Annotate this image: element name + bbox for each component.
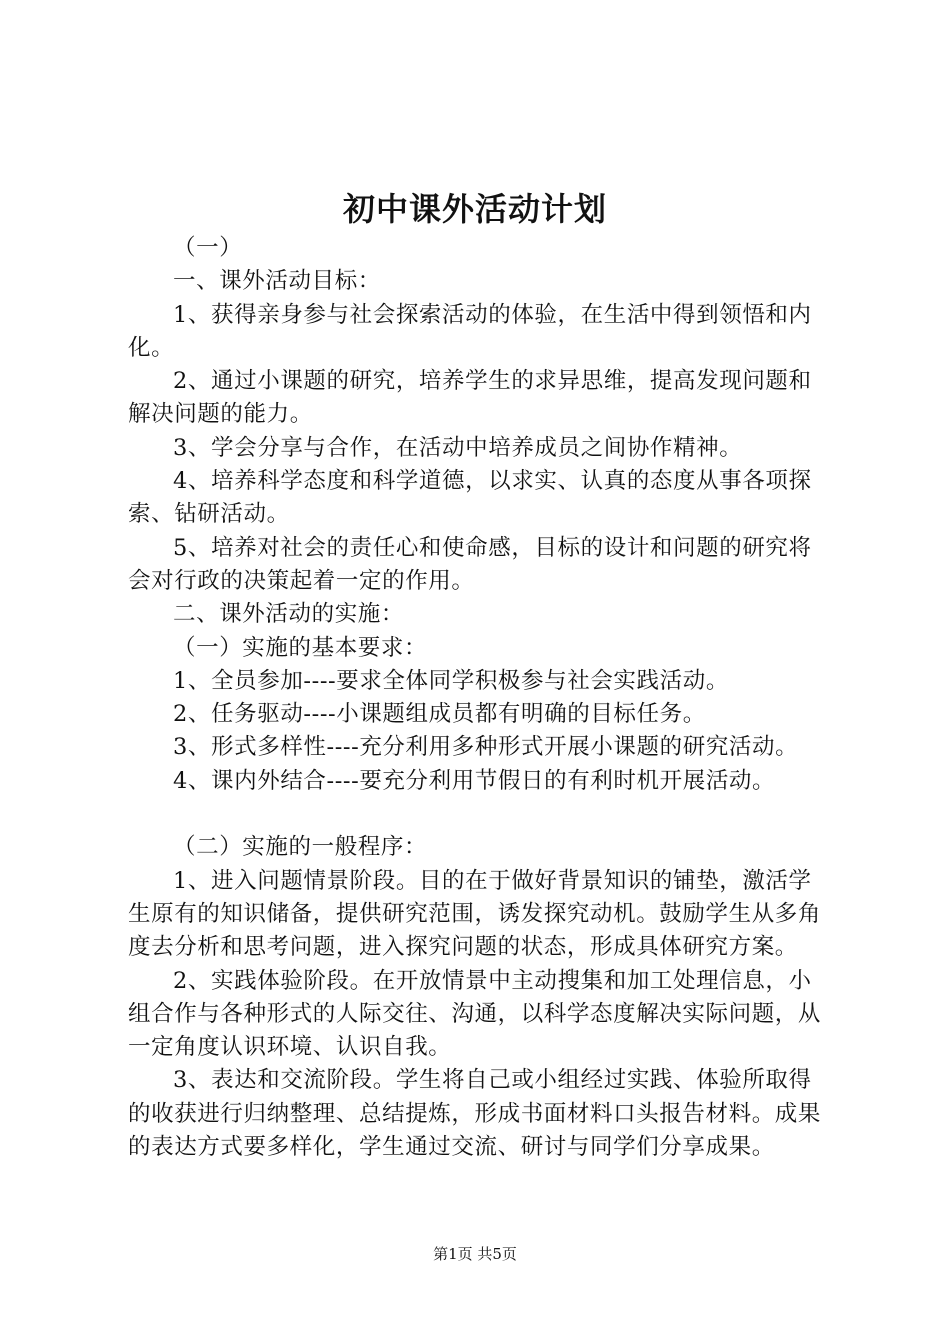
procedure-item-1: 1、进入问题情景阶段。目的在于做好背景知识的铺垫，激活学生原有的知识储备，提供研究范围，诱发探究动机。鼓励学生从多角度去分析和思考问题，进入探究问题的状态，形成具体研究方案。 <box>128 867 822 961</box>
goal-item-2: 2、通过小课题的研究，培养学生的求异思维，提高发现问题和解决问题的能力。 <box>128 368 812 428</box>
page-footer: 第1页 共5页 <box>433 1245 517 1263</box>
goal-item-5: 5、培养对社会的责任心和使命感，目标的设计和问题的研究将会对行政的决策起着一定的作用。 <box>128 534 812 594</box>
procedure-item-2: 2、实践体验阶段。在开放情景中主动搜集和加工处理信息，小组合作与各种形式的人际交往、沟通，以科学态度解决实际问题，从一定角度认识环境、认识自我。 <box>128 967 822 1061</box>
heading-activity-goals: 一、课外活动目标： <box>173 268 381 295</box>
document-title: 初中课外活动计划 <box>342 190 607 228</box>
document-body <box>128 232 832 1164</box>
subheading-basic-requirements: （一）实施的基本要求： <box>173 634 428 661</box>
section-marker-one: （一） <box>173 235 243 261</box>
requirement-item-2: 2、任务驱动----小课题组成员都有明确的目标任务。 <box>173 701 706 728</box>
goal-item-4: 4、培养科学态度和科学道德，以求实、认真的态度从事各项探索、钻研活动。 <box>128 468 812 528</box>
goal-item-3: 3、学会分享与合作，在活动中培养成员之间协作精神。 <box>173 434 743 461</box>
heading-implementation: 二、课外活动的实施： <box>173 601 405 628</box>
subheading-general-procedure: （二）实施的一般程序： <box>173 834 428 861</box>
blank-line <box>128 798 832 831</box>
requirement-item-3: 3、形式多样性----充分利用多种形式开展小课题的研究活动。 <box>173 734 799 761</box>
goal-item-1: 1、获得亲身参与社会探索活动的体验，在生活中得到领悟和内化。 <box>128 301 812 361</box>
requirement-item-4: 4、课内外结合----要充分利用节假日的有利时机开展活动。 <box>173 767 776 794</box>
requirement-item-1: 1、全员参加----要求全体同学积极参与社会实践活动。 <box>173 667 729 694</box>
procedure-item-3: 3、表达和交流阶段。学生将自己或小组经过实践、体验所取得的收获进行归纳整理、总结提炼，形成书面材料口头报告材料。成果的表达方式要多样化，学生通过交流、研讨与同学们分享成果。 <box>128 1067 822 1161</box>
